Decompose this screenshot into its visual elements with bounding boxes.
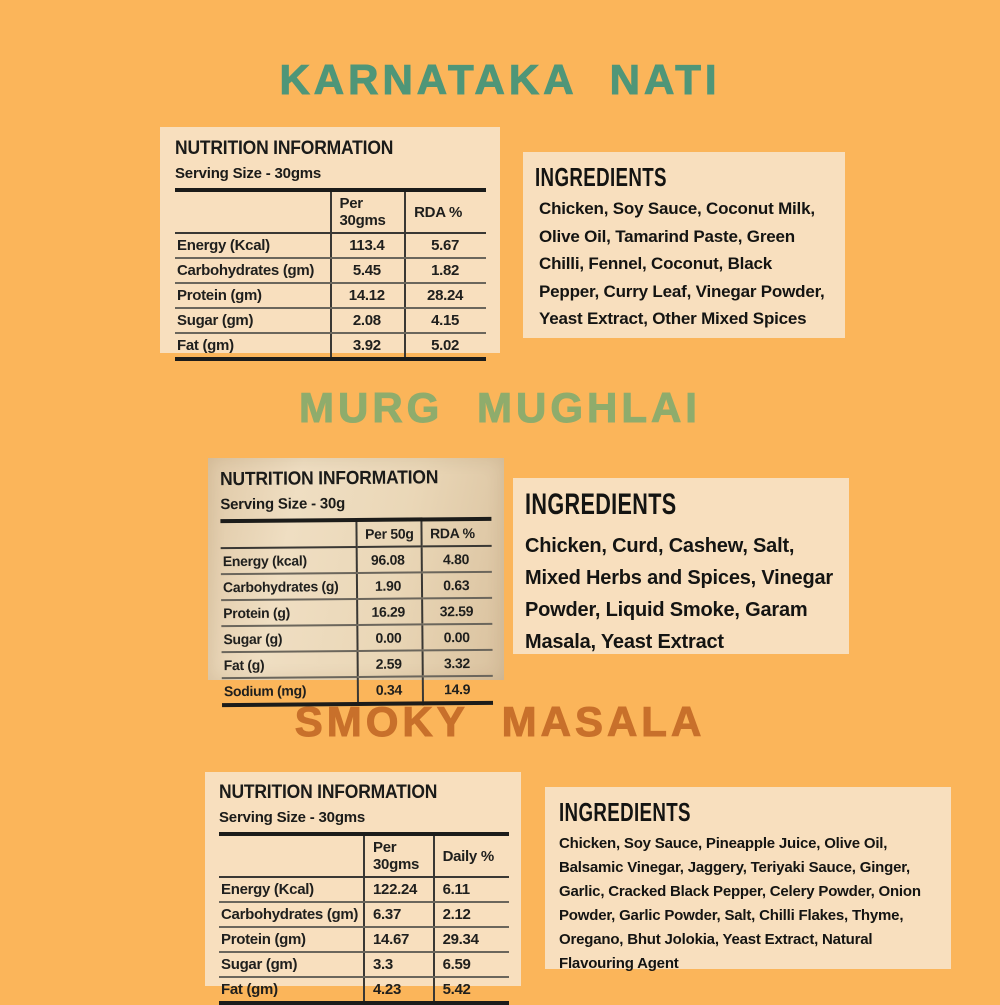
serving-size: Serving Size - 30g xyxy=(220,495,346,514)
nutrition-table xyxy=(220,517,493,707)
row-label: Energy (kcal) xyxy=(221,547,357,574)
ingredients-box-karnataka xyxy=(523,152,845,338)
empty-header-cell xyxy=(175,190,331,233)
product-title-karnataka-nati: KARNATAKA NATI xyxy=(279,56,721,103)
table-row xyxy=(221,572,492,600)
table-header-row xyxy=(219,834,509,877)
product-title-murg-mughlai: MURG MUGHLAI xyxy=(299,384,701,431)
table-row xyxy=(219,877,509,902)
row-value: 4.80 xyxy=(421,546,492,573)
row-value: 4.23 xyxy=(364,977,434,1003)
nutrition-heading: NUTRITION INFORMATION xyxy=(219,782,438,803)
table-row xyxy=(221,546,492,574)
table-row xyxy=(219,952,509,977)
row-value: 5.45 xyxy=(331,258,406,283)
nutrition-table xyxy=(175,188,486,361)
nutrition-table xyxy=(219,832,509,1005)
ingredients-heading: INGREDIENTS xyxy=(525,488,677,521)
ingredients-heading: INGREDIENTS xyxy=(559,797,691,827)
ingredients-text: Chicken, Soy Sauce, Pineapple Juice, Olive Oil, Balsamic Vinegar, Jaggery, Teriyaki Sauce, Ginger, Garlic, Cracked Black Pepper, Celery Powder, Onion Powder, Garlic Powder, Salt, Chilli Flakes, Thyme, Oregano, Bhut Jolokia, Yeast Extract, Natural Flavouring Agent xyxy=(559,835,921,972)
row-label: Carbohydrates (gm) xyxy=(219,902,364,927)
row-label: Protein (gm) xyxy=(175,283,331,308)
table-row xyxy=(219,902,509,927)
row-value: 4.15 xyxy=(405,308,486,333)
row-label: Sugar (gm) xyxy=(175,308,331,333)
row-value: 0.34 xyxy=(357,676,422,704)
row-label: Fat (gm) xyxy=(177,337,234,354)
row-value: 5.42 xyxy=(434,977,509,1003)
table-row xyxy=(175,283,486,308)
nutrition-panel-karnataka xyxy=(160,127,500,353)
row-value: 6.37 xyxy=(364,902,434,927)
table-row xyxy=(175,333,486,359)
row-value: 0.63 xyxy=(421,572,492,599)
table-row xyxy=(219,927,509,952)
nutrition-heading: NUTRITION INFORMATION xyxy=(175,138,394,159)
row-value: 14.9 xyxy=(422,676,493,704)
col-header-rda: RDA % xyxy=(421,519,492,547)
nutrition-panel-smoky xyxy=(205,772,521,998)
row-value: 2.59 xyxy=(357,650,422,677)
table-header-row xyxy=(175,190,486,233)
col-header-rda: RDA % xyxy=(405,190,486,233)
row-value: 3.92 xyxy=(331,333,406,359)
col-header-per: Per 30gms xyxy=(364,834,434,877)
row-value: 6.11 xyxy=(434,877,509,902)
row-label: Sugar (gm) xyxy=(219,952,364,977)
ingredients-text: Chicken, Curd, Cashew, Salt, Mixed Herbs and Spices, Vinegar Powder, Liquid Smoke, Garam Masala, Yeast Extract xyxy=(525,535,833,653)
table-row xyxy=(221,598,492,626)
row-value: 2.12 xyxy=(434,902,509,927)
row-value: 5.67 xyxy=(405,233,486,258)
row-label: Fat (g) xyxy=(222,651,358,678)
product-title-smoky-masala: SMOKY MASALA xyxy=(294,698,706,745)
row-value: 6.59 xyxy=(434,952,509,977)
table-row xyxy=(222,650,493,678)
row-label: Energy (Kcal) xyxy=(219,877,364,902)
row-value: 14.12 xyxy=(331,283,406,308)
empty-header-cell xyxy=(220,520,356,548)
row-value: 16.29 xyxy=(357,598,422,625)
row-label: Fat (gm) xyxy=(221,981,278,998)
serving-size: Serving Size - 30gms xyxy=(175,165,322,182)
ingredients-text: Chicken, Soy Sauce, Coconut Milk, Olive Oil, Tamarind Paste, Green Chilli, Fennel, Coconut, Black Pepper, Curry Leaf, Vinegar Powder, Yeast Extract, Other Mixed Spices xyxy=(539,199,825,329)
col-header-daily: Daily % xyxy=(434,834,509,877)
table-row xyxy=(175,233,486,258)
row-value: 3.3 xyxy=(364,952,434,977)
row-label: Carbohydrates (g) xyxy=(221,573,357,600)
nutrition-panel-murg xyxy=(208,458,504,700)
row-value: 2.08 xyxy=(331,308,406,333)
row-label: Sodium (mg) xyxy=(223,682,307,700)
col-header-per: Per 50g xyxy=(356,519,421,547)
row-label: Carbohydrates (gm) xyxy=(175,258,331,283)
row-label: Protein (gm) xyxy=(219,927,364,952)
table-row xyxy=(175,258,486,283)
row-value: 113.4 xyxy=(331,233,406,258)
row-label: Energy (Kcal) xyxy=(175,233,331,258)
ingredients-box-murg xyxy=(513,478,849,654)
row-value: 0.00 xyxy=(422,624,493,651)
row-value: 122.24 xyxy=(364,877,434,902)
table-row xyxy=(219,977,509,1003)
row-value: 3.32 xyxy=(422,650,493,677)
ingredients-heading: INGREDIENTS xyxy=(535,162,667,192)
ingredients-box-smoky xyxy=(545,787,951,972)
row-value: 96.08 xyxy=(356,546,421,573)
table-row xyxy=(221,624,492,652)
row-label: Protein (g) xyxy=(221,599,357,626)
empty-header-cell xyxy=(219,834,364,877)
row-label: Sugar (g) xyxy=(221,625,357,652)
table-row xyxy=(175,308,486,333)
row-value: 14.67 xyxy=(364,927,434,952)
row-value: 5.02 xyxy=(405,333,486,359)
row-value: 0.00 xyxy=(357,624,422,651)
row-value: 29.34 xyxy=(434,927,509,952)
row-value: 28.24 xyxy=(405,283,486,308)
row-value: 32.59 xyxy=(422,598,493,625)
col-header-per: Per 30gms xyxy=(331,190,406,233)
table-header-row xyxy=(220,519,491,548)
row-value: 1.82 xyxy=(405,258,486,283)
row-value: 1.90 xyxy=(356,572,421,599)
nutrition-heading: NUTRITION INFORMATION xyxy=(219,467,439,491)
serving-size: Serving Size - 30gms xyxy=(219,809,366,826)
